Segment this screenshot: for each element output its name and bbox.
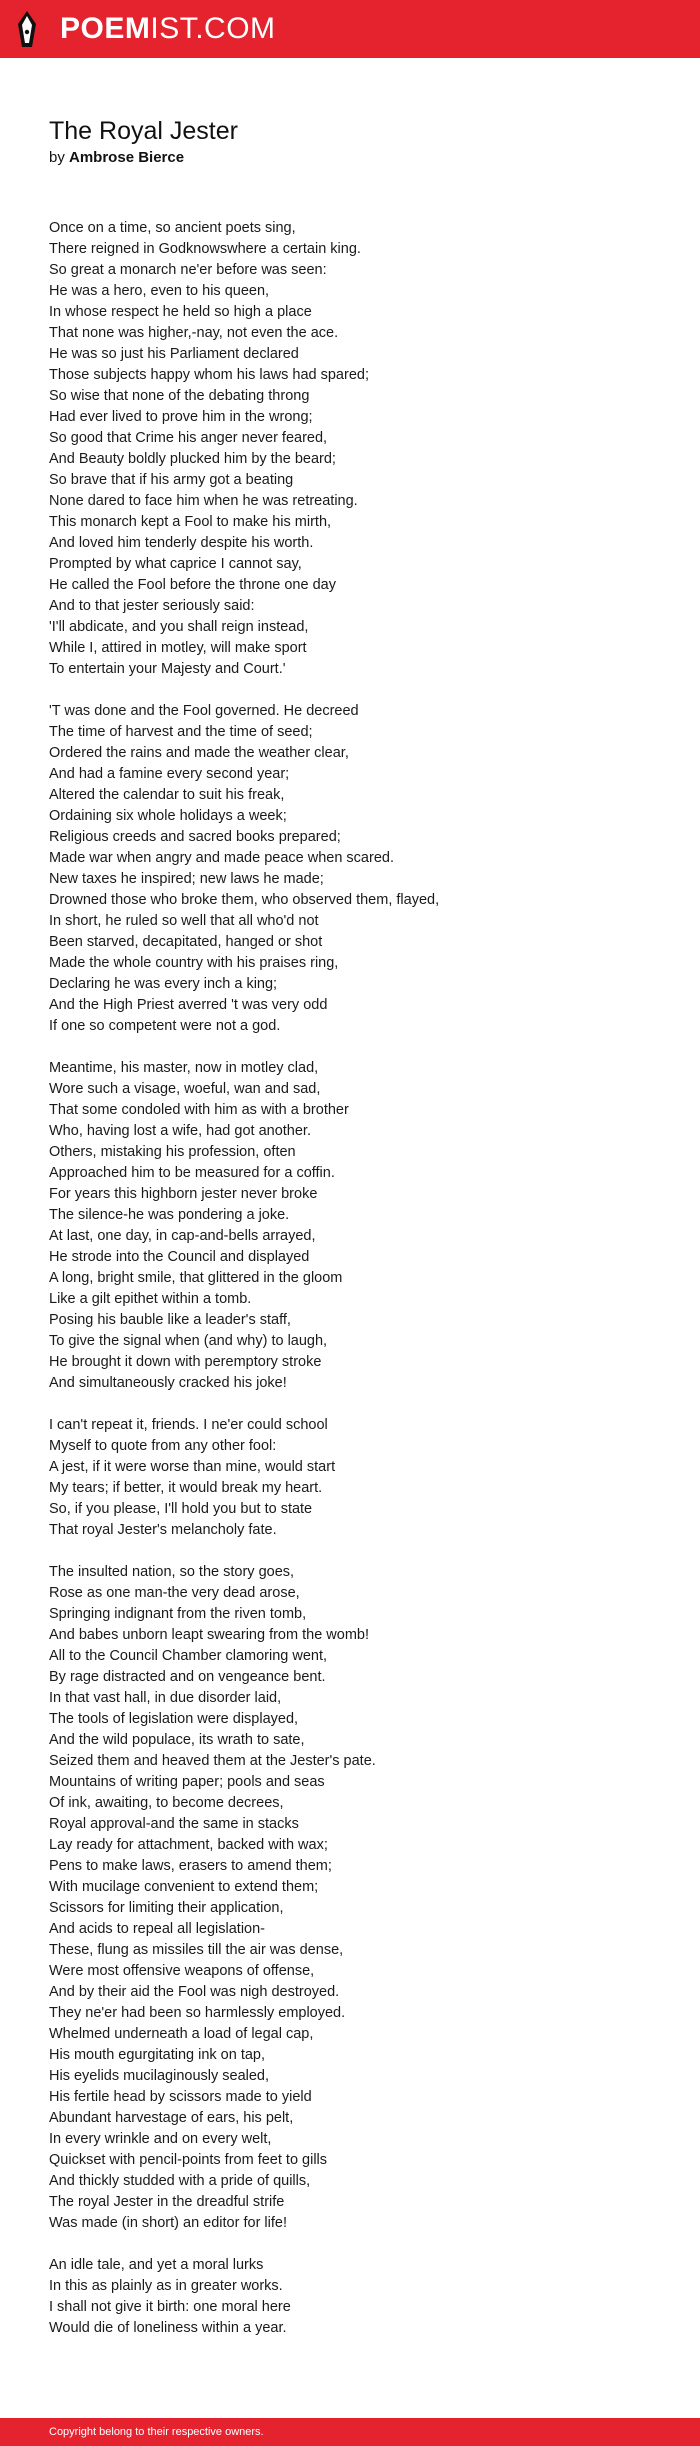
logo-bold-text: POEM [60, 12, 151, 45]
copyright-text: Copyright belong to their respective owners. [49, 2426, 264, 2438]
poem-line: Posing his bauble like a leader's staff, [49, 1312, 291, 1328]
poem-line: My tears; if better, it would break my heart. [49, 1480, 323, 1496]
poem-line: Ordered the rains and made the weather clear, [49, 745, 349, 761]
stanza [49, 1058, 669, 1394]
poem-line: Springing indignant from the riven tomb, [49, 1606, 307, 1622]
poem-line: A long, bright smile, that glittered in the gloom [49, 1270, 343, 1286]
poem-line: The silence-he was pondering a joke. [49, 1207, 290, 1223]
poem-line: None dared to face him when he was retreating. [49, 493, 358, 509]
poem-line: If one so competent were not a god. [49, 1018, 281, 1034]
poem-line: Once on a time, so ancient poets sing, [49, 220, 296, 236]
poem-line: Made the whole country with his praises ring, [49, 955, 339, 971]
poem-line: Ordaining six whole holidays a week; [49, 808, 287, 824]
poem-line: Prompted by what caprice I cannot say, [49, 556, 302, 572]
poem-line: Altered the calendar to suit his freak, [49, 787, 285, 803]
poem-line: And loved him tenderly despite his worth. [49, 535, 314, 551]
poem-line: The insulted nation, so the story goes, [49, 1564, 295, 1580]
poem-line: Pens to make laws, erasers to amend them; [49, 1858, 332, 1874]
author-name: Ambrose Bierce [69, 149, 185, 166]
poem-line: His mouth egurgitating ink on tap, [49, 2047, 266, 2063]
poem-line: Those subjects happy whom his laws had spared; [49, 367, 369, 383]
poem-line: Whelmed underneath a load of legal cap, [49, 2026, 314, 2042]
poem-line: These, flung as missiles till the air was dense, [49, 1942, 344, 1958]
poem-line: Drowned those who broke them, who observed them, flayed, [49, 892, 440, 908]
poem-line: Was made (in short) an editor for life! [49, 2215, 287, 2231]
poem-line: The time of harvest and the time of seed; [49, 724, 313, 740]
poem-line: Abundant harvestage of ears, his pelt, [49, 2110, 294, 2126]
poem-line: And simultaneously cracked his joke! [49, 1375, 287, 1391]
poem-line: Others, mistaking his profession, often [49, 1144, 296, 1160]
logo-light-text: IST.COM [150, 12, 276, 45]
poem-line: I can't repeat it, friends. I ne'er could school [49, 1417, 328, 1433]
poem-line: In that vast hall, in due disorder laid, [49, 1690, 282, 1706]
poem-line: And acids to repeal all legislation- [49, 1921, 266, 1937]
poem-line: He brought it down with peremptory stroke [49, 1354, 322, 1370]
poem-line: Made war when angry and made peace when scared. [49, 850, 394, 866]
poem-line: There reigned in Godknowswhere a certain king. [49, 241, 361, 257]
poem-line: And Beauty boldly plucked him by the beard; [49, 451, 336, 467]
poem-line: Rose as one man-the very dead arose, [49, 1585, 300, 1601]
poem-line: His fertile head by scissors made to yield [49, 2089, 312, 2105]
poem-line: Myself to quote from any other fool: [49, 1438, 277, 1454]
poem-line: Meantime, his master, now in motley clad, [49, 1060, 319, 1076]
poem-line: Mountains of writing paper; pools and seas [49, 1774, 325, 1790]
poem-line: With mucilage convenient to extend them; [49, 1879, 319, 1895]
site-footer [0, 2418, 700, 2446]
poem-line: Religious creeds and sacred books prepared; [49, 829, 341, 845]
poem-line: In whose respect he held so high a place [49, 304, 312, 320]
poem-line: Been starved, decapitated, hanged or shot [49, 934, 323, 950]
poem-line: And thickly studded with a pride of quills, [49, 2173, 311, 2189]
poem-line: So great a monarch ne'er before was seen: [49, 262, 327, 278]
poem-line: Scissors for limiting their application, [49, 1900, 284, 1916]
poem-line: So wise that none of the debating throng [49, 388, 310, 404]
poem-line: That none was higher,-nay, not even the ace. [49, 325, 339, 341]
poem-line: Royal approval-and the same in stacks [49, 1816, 299, 1832]
poem-line: 'T was done and the Fool governed. He decreed [49, 703, 359, 719]
poem-line: They ne'er had been so harmlessly employed. [49, 2005, 346, 2021]
poem-line: Were most offensive weapons of offense, [49, 1963, 315, 1979]
poem-line: He was a hero, even to his queen, [49, 283, 270, 299]
poem-line: Seized them and heaved them at the Jester's pate. [49, 1753, 376, 1769]
poem-line: I shall not give it birth: one moral here [49, 2299, 291, 2315]
poem-line: To entertain your Majesty and Court.' [49, 661, 286, 677]
poem-line: While I, attired in motley, will make sport [49, 640, 307, 656]
poem-line: The royal Jester in the dreadful strife [49, 2194, 285, 2210]
poem-line: And the High Priest averred 't was very odd [49, 997, 328, 1013]
poem-line: He called the Fool before the throne one day [49, 577, 336, 593]
poem-line: He was so just his Parliament declared [49, 346, 299, 362]
poem-line: And by their aid the Fool was nigh destroyed. [49, 1984, 340, 2000]
poem-line: Would die of loneliness within a year. [49, 2320, 287, 2336]
poem-line: New taxes he inspired; new laws he made; [49, 871, 324, 887]
stanza [49, 218, 669, 680]
poem-line: A jest, if it were worse than mine, would start [49, 1459, 336, 1475]
pen-nib-icon[interactable] [16, 10, 38, 48]
poem-line: His eyelids mucilaginously sealed, [49, 2068, 270, 2084]
poem-line: Declaring he was every inch a king; [49, 976, 278, 992]
poem-line: Had ever lived to prove him in the wrong; [49, 409, 313, 425]
poem-line: At last, one day, in cap-and-bells arrayed, [49, 1228, 316, 1244]
poem-line: In short, he ruled so well that all who'd not [49, 913, 319, 929]
poem-line: All to the Council Chamber clamoring went, [49, 1648, 328, 1664]
poem-body [49, 218, 669, 2360]
poem-line: Wore such a visage, woeful, wan and sad, [49, 1081, 321, 1097]
poem-line: 'I'll abdicate, and you shall reign instead, [49, 619, 309, 635]
poem-line: Like a gilt epithet within a tomb. [49, 1291, 252, 1307]
poem-line: By rage distracted and on vengeance bent. [49, 1669, 326, 1685]
poem-line: Approached him to be measured for a coffin. [49, 1165, 335, 1181]
poem-line: That royal Jester's melancholy fate. [49, 1522, 277, 1538]
poem-line: And babes unborn leapt swearing from the womb! [49, 1627, 369, 1643]
poem-line: Quickset with pencil-points from feet to gills [49, 2152, 328, 2168]
poem-line: For years this highborn jester never broke [49, 1186, 318, 1202]
stanza [49, 701, 669, 1037]
stanza [49, 1562, 669, 2234]
poem-line: In this as plainly as in greater works. [49, 2278, 283, 2294]
poem-line: So, if you please, I'll hold you but to state [49, 1501, 313, 1517]
poem-line: So brave that if his army got a beating [49, 472, 294, 488]
stanza [49, 1415, 669, 1541]
poem-line: The tools of legislation were displayed, [49, 1711, 299, 1727]
byline [49, 148, 184, 168]
poem-line: In every wrinkle and on every welt, [49, 2131, 272, 2147]
stanza [49, 2255, 669, 2339]
poem-line: He strode into the Council and displayed [49, 1249, 310, 1265]
poem-line: And had a famine every second year; [49, 766, 290, 782]
poem-line: So good that Crime his anger never feared, [49, 430, 328, 446]
poem-line: That some condoled with him as with a brother [49, 1102, 349, 1118]
poem-line: Of ink, awaiting, to become decrees, [49, 1795, 284, 1811]
site-logo[interactable] [60, 12, 276, 46]
poem-line: And the wild populace, its wrath to sate, [49, 1732, 305, 1748]
poem-line: Who, having lost a wife, had got another. [49, 1123, 311, 1139]
poem-line: This monarch kept a Fool to make his mirth, [49, 514, 332, 530]
byline-prefix: by [49, 149, 65, 166]
poem-line: An idle tale, and yet a moral lurks [49, 2257, 264, 2273]
site-header [0, 0, 700, 58]
poem-line: Lay ready for attachment, backed with wax; [49, 1837, 328, 1853]
poem-line: To give the signal when (and why) to laugh, [49, 1333, 328, 1349]
poem-title: The Royal Jester [49, 117, 238, 145]
poem-line: And to that jester seriously said: [49, 598, 255, 614]
